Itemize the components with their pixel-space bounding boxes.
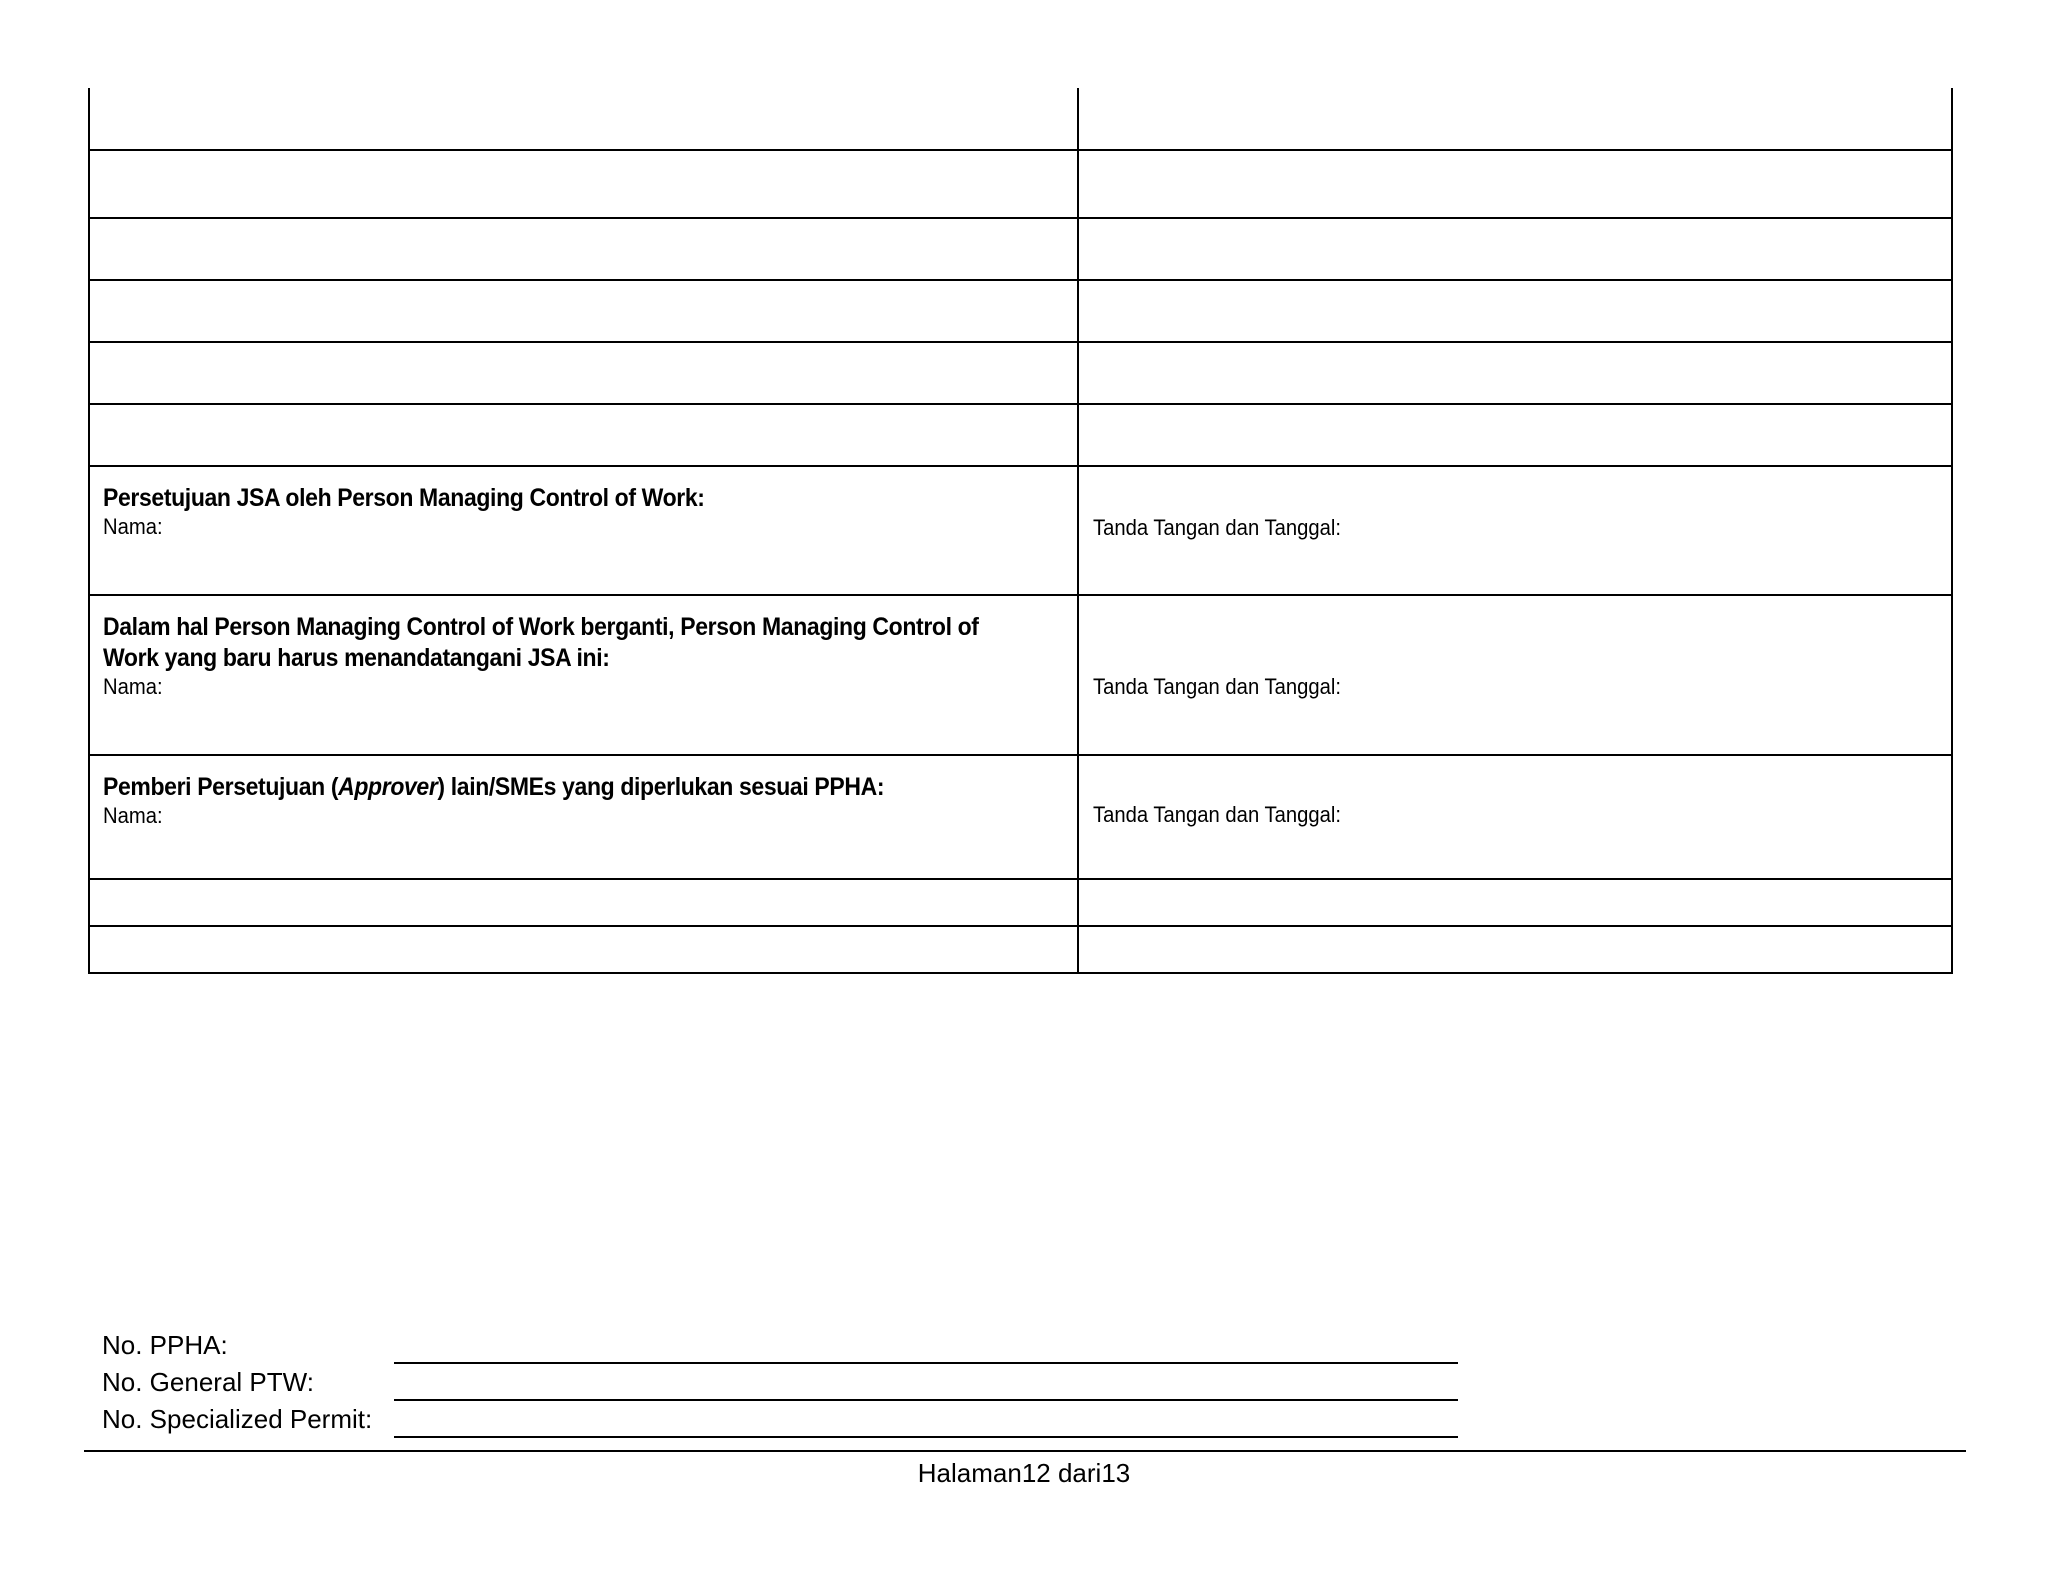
blank-cell[interactable] xyxy=(89,342,1078,404)
name-label: Nama: xyxy=(103,514,163,539)
blank-table-row xyxy=(89,342,1952,404)
blank-cell[interactable] xyxy=(89,88,1078,150)
name-label: Nama: xyxy=(103,674,163,699)
ppha-number-line[interactable] xyxy=(394,1362,1458,1364)
new-pmcw-title-line2: Work yang baru harus menandatangani JSA ini: xyxy=(103,644,610,672)
blank-table-row xyxy=(89,280,1952,342)
specialized-permit-number-line[interactable] xyxy=(394,1436,1458,1438)
ppha-number-label: No. PPHA: xyxy=(102,1330,228,1360)
other-approver-name-cell[interactable] xyxy=(89,755,1078,879)
signature-date-label: Tanda Tangan dan Tanggal: xyxy=(1093,802,1342,827)
name-label: Nama: xyxy=(103,803,163,828)
blank-table-row xyxy=(89,150,1952,218)
new-pmcw-name-cell[interactable] xyxy=(89,595,1078,755)
signature-date-label: Tanda Tangan dan Tanggal: xyxy=(1093,674,1342,699)
blank-table-row xyxy=(89,926,1952,973)
blank-cell[interactable] xyxy=(89,879,1078,926)
footer-divider xyxy=(84,1450,1966,1452)
other-approver-row xyxy=(89,755,1952,879)
blank-table-row xyxy=(89,88,1952,150)
general-ptw-number-label: No. General PTW: xyxy=(102,1367,314,1397)
approver-italic-text: Approver xyxy=(338,773,438,801)
other-approver-signature-cell[interactable] xyxy=(1078,755,1952,879)
blank-cell[interactable] xyxy=(1078,879,1952,926)
blank-cell[interactable] xyxy=(1078,404,1952,466)
blank-cell[interactable] xyxy=(1078,88,1952,150)
blank-table-row xyxy=(89,879,1952,926)
other-approver-title: Pemberi Persetujuan (Approver) lain/SMEs yang diperlukan sesuai PPHA: xyxy=(103,773,885,801)
blank-cell[interactable] xyxy=(89,150,1078,218)
blank-cell[interactable] xyxy=(1078,342,1952,404)
blank-cell[interactable] xyxy=(1078,150,1952,218)
pmcw-name-cell[interactable] xyxy=(89,466,1078,595)
pmcw-signature-cell[interactable] xyxy=(1078,466,1952,595)
pmcw-approval-title: Persetujuan JSA oleh Person Managing Control of Work: xyxy=(103,484,705,512)
blank-cell[interactable] xyxy=(1078,218,1952,280)
blank-cell[interactable] xyxy=(1078,926,1952,973)
page-number: Halaman12 dari13 xyxy=(917,1458,1131,1488)
blank-cell[interactable] xyxy=(89,280,1078,342)
pmcw-change-row xyxy=(89,595,1952,755)
new-pmcw-signature-cell[interactable] xyxy=(1078,595,1952,755)
blank-cell[interactable] xyxy=(89,404,1078,466)
blank-table-row xyxy=(89,404,1952,466)
signature-date-label: Tanda Tangan dan Tanggal: xyxy=(1093,515,1342,540)
general-ptw-number-line[interactable] xyxy=(394,1399,1458,1401)
blank-cell[interactable] xyxy=(89,926,1078,973)
specialized-permit-number-label: No. Specialized Permit: xyxy=(102,1404,373,1434)
new-pmcw-title: Dalam hal Person Managing Control of Work berganti, Person Managing Control of xyxy=(103,613,979,641)
blank-table-row xyxy=(89,218,1952,280)
pmcw-approval-row xyxy=(89,466,1952,595)
jsa-approval-table xyxy=(88,88,1953,974)
blank-cell[interactable] xyxy=(1078,280,1952,342)
blank-cell[interactable] xyxy=(89,218,1078,280)
